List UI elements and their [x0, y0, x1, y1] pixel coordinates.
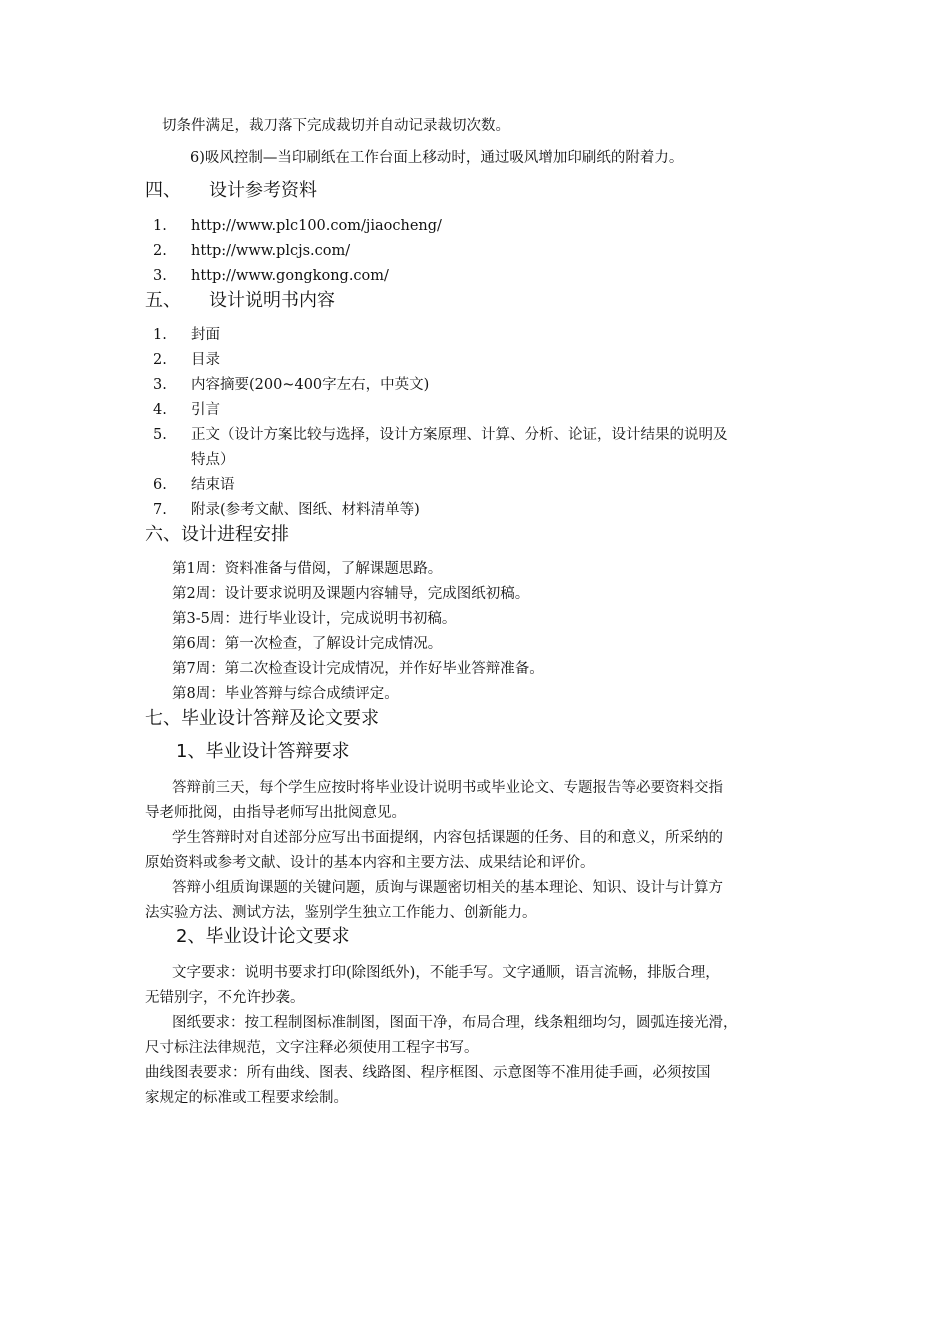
subsection-heading: 2、毕业设计论文要求: [176, 926, 350, 947]
list-number: 3.: [153, 377, 167, 393]
list-number: 6.: [153, 477, 167, 493]
paragraph-line: 家规定的标准或工程要求绘制。: [145, 1090, 348, 1106]
list-item: [153, 425, 728, 445]
list-text: 附录(参考文献、图纸、材料清单等): [191, 502, 420, 518]
list-text: 封面: [191, 327, 220, 343]
paragraph-line: 答辩前三天，每个学生应按时将毕业设计说明书或毕业论文、专题报告等必要资料交指: [172, 780, 723, 796]
list-number: 3.: [153, 268, 167, 284]
list-item: [153, 400, 220, 420]
list-number: 7.: [153, 502, 167, 518]
list-item: [153, 266, 389, 286]
paragraph-line: 文字要求：说明书要求打印(除图纸外)，不能手写。文字通顺，语言流畅，排版合理，: [172, 965, 720, 981]
section-heading: [145, 289, 335, 313]
list-item: [153, 241, 350, 261]
section-heading: [145, 179, 317, 203]
list-number: 2.: [153, 243, 167, 259]
list-text: http://www.gongkong.com/: [191, 268, 389, 284]
paragraph-line: 曲线图表要求：所有曲线、图表、线路图、程序框图、示意图等不准用徒手画，必须按国: [145, 1065, 711, 1081]
section-number: 四、: [145, 180, 181, 201]
section-heading: 六、设计进程安排: [145, 524, 289, 545]
paragraph-line: 图纸要求：按工程制图标准制图，图面干净，布局合理，线条粗细均匀，圆弧连接光滑，: [172, 1015, 738, 1031]
section-number: 五、: [145, 290, 181, 311]
list-number: 5.: [153, 427, 167, 443]
paragraph-line: 6)吸风控制—当印刷纸在工作台面上移动时，通过吸风增加印刷纸的附着力。: [190, 150, 684, 166]
list-number: 1.: [153, 327, 167, 343]
schedule-row: 第6周：第一次检查，了解设计完成情况。: [172, 636, 443, 652]
list-text: 内容摘要(200~400字左右，中英文): [191, 377, 430, 393]
list-item: [153, 325, 220, 345]
schedule-row: 第3-5周：进行毕业设计，完成说明书初稿。: [172, 611, 457, 627]
section-title: 设计说明书内容: [209, 290, 335, 311]
list-text: 目录: [191, 352, 220, 368]
list-text: 正文（设计方案比较与选择，设计方案原理、计算、分析、论证，设计结果的说明及: [191, 427, 728, 443]
list-number: 1.: [153, 218, 167, 234]
paragraph-line: 学生答辩时对自述部分应写出书面提纲，内容包括课题的任务、目的和意义，所采纳的: [172, 830, 723, 846]
list-text: http://www.plcjs.com/: [191, 243, 351, 259]
list-item: [153, 500, 420, 520]
schedule-row: 第1周：资料准备与借阅，了解课题思路。: [172, 561, 443, 577]
schedule-row: 第7周：第二次检查设计完成情况，并作好毕业答辩准备。: [172, 661, 544, 677]
list-number: 4.: [153, 402, 167, 418]
section-heading: 七、毕业设计答辩及论文要求: [145, 708, 379, 729]
list-item-continuation: 特点）: [191, 452, 235, 468]
paragraph-line: 切条件满足，裁刀落下完成裁切并自动记录裁切次数。: [162, 118, 510, 134]
list-text: 结束语: [191, 477, 235, 493]
list-item: [153, 350, 220, 370]
list-number: 2.: [153, 352, 167, 368]
paragraph-line: 导老师批阅，由指导老师写出批阅意见。: [145, 805, 406, 821]
paragraph-line: 尺寸标注法律规范，文字注释必须使用工程字书写。: [145, 1040, 479, 1056]
list-item: [153, 375, 429, 395]
list-text: 引言: [191, 402, 220, 418]
paragraph-line: 原始资料或参考文献、设计的基本内容和主要方法、成果结论和评价。: [145, 855, 595, 871]
list-text: http://www.plc100.com/jiaocheng/: [191, 218, 442, 234]
section-title: 设计参考资料: [209, 180, 317, 201]
schedule-row: 第8周：毕业答辩与综合成绩评定。: [172, 686, 399, 702]
list-item: [153, 475, 235, 495]
paragraph-line: 无错别字，不允许抄袭。: [145, 990, 305, 1006]
paragraph-line: 答辩小组质询课题的关键问题，质询与课题密切相关的基本理论、知识、设计与计算方: [172, 880, 723, 896]
list-item: [153, 216, 442, 236]
paragraph-line: 法实验方法、测试方法，鉴别学生独立工作能力、创新能力。: [145, 905, 537, 921]
schedule-row: 第2周：设计要求说明及课题内容辅导，完成图纸初稿。: [172, 586, 530, 602]
subsection-heading: 1、毕业设计答辩要求: [176, 741, 350, 762]
